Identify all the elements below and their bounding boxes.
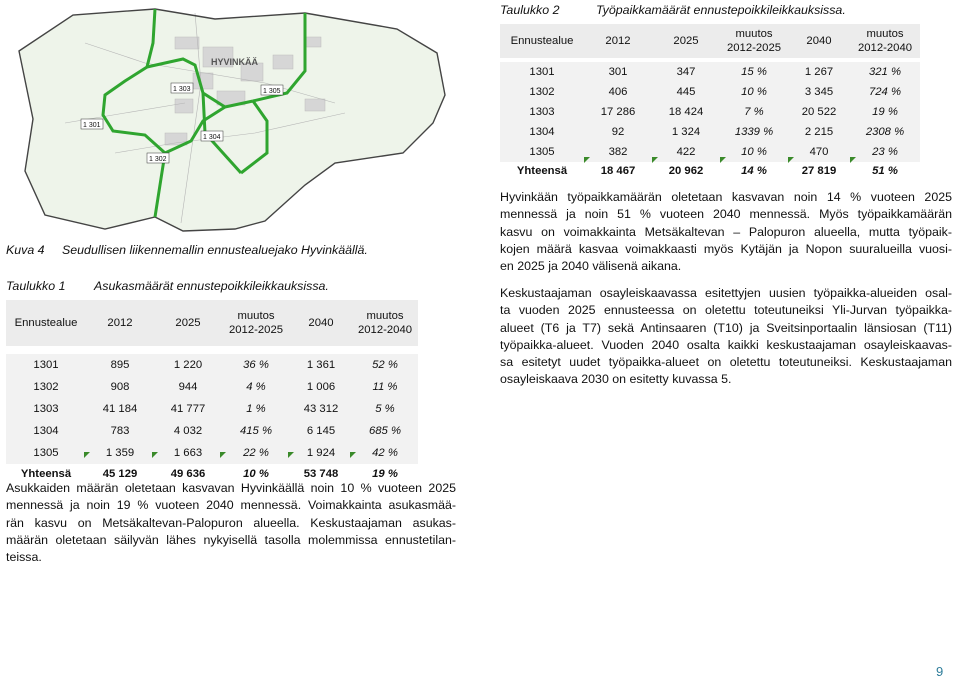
svg-text:1 305: 1 305 — [263, 88, 281, 95]
header-2040: 2040 — [788, 24, 850, 58]
header-area: Ennustealue — [500, 24, 584, 58]
cell-marker — [584, 157, 590, 163]
cell-marker — [152, 452, 158, 458]
header-change-2040: muutos 2012-2040 — [850, 24, 920, 58]
table-row: 1304 783 4 032 415 % 6 145 685 % — [6, 420, 418, 442]
header-area: Ennustealue — [6, 300, 86, 346]
table-row: 1302 406 445 10 % 3 345 724 % — [500, 82, 920, 102]
cell-marker — [652, 157, 658, 163]
area-label — [261, 85, 283, 95]
paragraph-workplaces: Hyvinkään työpaikkamäärän oletetaan kasvavan noin 14 % vuoteen 2025 mennessä ja noin 51 % vuoteen 2040 mennessä. Myös työpaikkamäärän kasvu on voimakkainta Metsäkaltevan – Palopuron alueella, mutta työpaik- kojen määrä kasvaa voimakkaasti myös Kytäjän ja Nopon suuralueilla vuosi- en 2025 ja 2040 välisenä aikana. — [500, 190, 952, 274]
header-2025: 2025 — [154, 300, 222, 346]
header-2040: 2040 — [290, 300, 352, 346]
svg-text:1 303: 1 303 — [173, 86, 191, 93]
cell-marker — [220, 452, 226, 458]
table2-caption-text: Työpaikkamäärät ennustepoikkileikkauksissa. — [596, 3, 846, 17]
header-2012: 2012 — [86, 300, 154, 346]
table-row: 1305 1 359 1 663 22 % 1 924 42 % — [6, 442, 418, 464]
table-row: 1302 908 944 4 % 1 006 11 % — [6, 376, 418, 398]
table-row: 1301 895 1 220 36 % 1 361 52 % — [6, 354, 418, 376]
page-number: 9 — [936, 664, 944, 679]
area-label — [147, 153, 169, 163]
table-row: 1301 301 347 15 % 1 267 321 % — [500, 62, 920, 82]
figure-caption-text: Seudullisen liikennemallin ennustealuejako Hyvinkäällä. — [62, 243, 368, 257]
table-row: 1304 92 1 324 1339 % 2 215 2308 % — [500, 122, 920, 142]
table-header — [6, 300, 418, 346]
paragraph-population: Asukkaiden määrän oletetaan kasvavan Hyvinkäällä noin 10 % vuoteen 2025 mennessä ja noin 19 % vuoteen 2040 mennessä. Voimakkainta asukasmää- rän kasvu on Metsäkaltevan-Palopuron alueella. Keskustaajaman asukas- määrän oletetaan säilyvän lähes nykyisellä tasolla molemmissa ennustetilan- teissa. — [6, 481, 456, 565]
cell-marker — [788, 157, 794, 163]
workplace-table — [500, 24, 920, 180]
header-change-2025: muutos 2012-2025 — [222, 300, 290, 346]
area-map — [5, 3, 471, 235]
header-change-2040: muutos 2012-2040 — [352, 300, 418, 346]
svg-text:1 302: 1 302 — [149, 156, 167, 163]
table1 — [6, 300, 418, 484]
figure-caption — [6, 243, 368, 257]
svg-text:1 301: 1 301 — [83, 122, 101, 129]
table-total-row: Yhteensä 45 129 49 636 10 % 53 748 19 % — [6, 464, 418, 484]
paragraph-new-areas: Keskustaajaman osayleiskaavassa esitettyjen uusien työpaikka-alueiden osal- ta vuoden 2025 ennusteessa on oletettu toteutuneiksi Yli-Jurvan työpaikka- alueet (T6 ja T7) sekä Antinsaaren (T10) ja Sveitsinportaalin länsiosan (T11) työpaikka-alueet. Vuoden 2040 osalta kaikki keskustaajaman osayleiskaavas- sa esitetyt uudet työpaikka-alueet on oletettu toteutuneiksi. Keskustaajaman osayleiskaava 2030 on esitetty kuvassa 5. — [500, 286, 952, 387]
area-label — [81, 119, 103, 129]
table1-caption-text: Asukasmäärät ennustepoikkileikkauksissa. — [94, 279, 329, 293]
cell-marker — [84, 452, 90, 458]
table2-caption — [500, 3, 846, 17]
map-graphic — [5, 3, 471, 235]
cell-marker — [720, 157, 726, 163]
table2-label: Taulukko 2 — [500, 3, 560, 17]
figure-label: Kuva 4 — [6, 243, 45, 257]
population-table — [6, 300, 418, 484]
cell-marker — [350, 452, 356, 458]
header-2012: 2012 — [584, 24, 652, 58]
cell-marker — [850, 157, 856, 163]
table1-caption — [6, 279, 329, 293]
map-place-label: HYVINKÄÄ — [211, 57, 259, 67]
header-2025: 2025 — [652, 24, 720, 58]
header-change-2025: muutos 2012-2025 — [720, 24, 788, 58]
table2 — [500, 24, 920, 180]
area-label — [171, 83, 193, 93]
area-label — [201, 131, 223, 141]
table-row: 1303 41 184 41 777 1 % 43 312 5 % — [6, 398, 418, 420]
table1-label: Taulukko 1 — [6, 279, 66, 293]
cell-marker — [288, 452, 294, 458]
table-row: 1303 17 286 18 424 7 % 20 522 19 % — [500, 102, 920, 122]
svg-text:1 304: 1 304 — [203, 134, 221, 141]
table-header — [500, 24, 920, 58]
table-total-row: Yhteensä 18 467 20 962 14 % 27 819 51 % — [500, 162, 920, 180]
table-row: 1305 382 422 10 % 470 23 % — [500, 142, 920, 162]
